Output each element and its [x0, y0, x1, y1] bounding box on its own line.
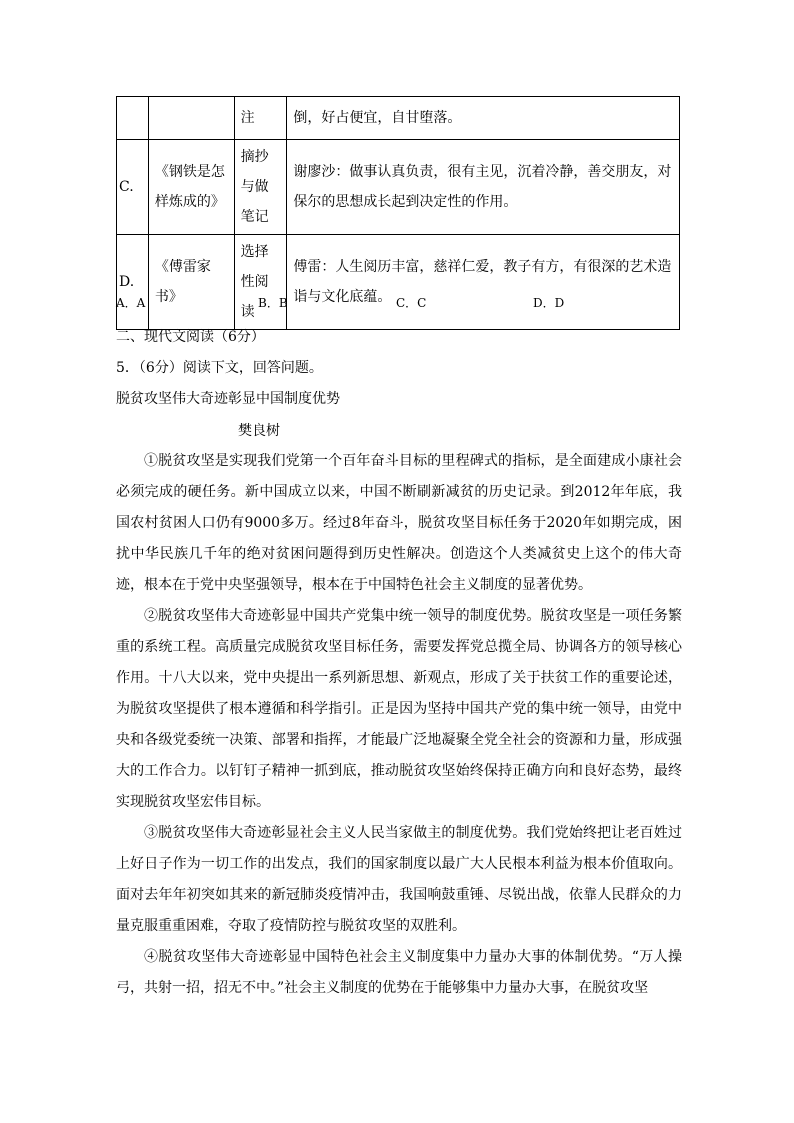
- character-description: 倒，好占便宜，自甘堕落。: [287, 97, 680, 140]
- option-c[interactable]: C．C: [396, 296, 427, 310]
- row-label: C.: [117, 140, 149, 235]
- reading-method: 选择性阅读: [234, 235, 287, 330]
- option-b[interactable]: B．B: [258, 296, 288, 310]
- article-paragraph-4: ④脱贫攻坚伟大奇迹彰显中国特色社会主义制度集中力量办大事的体制优势。“万人操弓，共射一招，招无不中。”社会主义制度的优势在于能够集中力量办大事，在脱贫攻坚: [116, 949, 682, 996]
- article-title: 脱贫攻坚伟大奇迹彰显中国制度优势: [116, 391, 340, 407]
- row-label: [117, 97, 149, 140]
- book-title: [148, 97, 234, 140]
- answer-options: [116, 294, 680, 316]
- article-paragraph-2: ②脱贫攻坚伟大奇迹彰显中国共产党集中统一领导的制度优势。脱贫攻坚是一项任务繁重的系统工程。高质量完成脱贫攻坚目标任务，需要发挥党总揽全局、协调各方的领导核心作用。十八大以来，党中央提出一系列新思想、新观点，形成了关于扶贫工作的重要论述，为脱贫攻坚提供了根本遵循和科学指引。正是因为坚持中国共产党的集中统一领导，由党中央和各级党委统一决策、部署和指挥，才能最广泛地凝聚全党全社会的资源和力量，形成强大的工作合力。以钉钉子精神一抓到底，推动脱贫攻坚始终保持正确方向和良好态势，最终实现脱贫攻坚宏伟目标。: [116, 608, 682, 810]
- option-d[interactable]: D．D: [533, 296, 565, 310]
- question-prompt: 5．（6分）阅读下文，回答问题。: [116, 360, 323, 376]
- article-paragraph-1: ①脱贫攻坚是实现我们党第一个百年奋斗目标的里程碑式的指标，是全面建成小康社会必须完成的硬任务。新中国成立以来，中国不断刷新减贫的历史记录。到2012年年底，我国农村贫困人口仍有9000多万。经过8年奋斗，脱贫攻坚目标任务于2020年如期完成，困扰中华民族几千年的绝对贫困问题得到历史性解决。创造这个人类减贫史上这个的伟大奇迹，根本在于党中央坚强领导，根本在于中国特色社会主义制度的显著优势。: [116, 453, 682, 593]
- book-title: 《钢铁是怎样炼成的》: [148, 140, 234, 235]
- book-title: 《傅雷家书》: [148, 235, 234, 330]
- row-label: D.: [117, 235, 149, 330]
- article-author: 樊良树: [238, 423, 280, 439]
- reading-method: 注: [234, 97, 287, 140]
- option-a[interactable]: A．A: [116, 296, 146, 310]
- character-description: 傅雷：人生阅历丰富，慈祥仁爱，教子有方，有很深的艺术造诣与文化底蕴。: [287, 235, 680, 330]
- character-description: 谢廖沙：做事认真负责，很有主见，沉着冷静，善交朋友，对保尔的思想成长起到决定性的作用。: [287, 140, 680, 235]
- reading-method: 摘抄与做笔记: [234, 140, 287, 235]
- table-row: [117, 140, 680, 235]
- section-title: 二、现代文阅读（6分）: [116, 329, 265, 345]
- table-row: [117, 97, 680, 140]
- article-paragraph-3: ③脱贫攻坚伟大奇迹彰显社会主义人民当家做主的制度优势。我们党始终把让老百姓过上好日子作为一切工作的出发点，我们的国家制度以最广大人民根本利益为根本价值取向。面对去年年初突如其来的新冠肺炎疫情冲击，我国响鼓重锤、尽锐出战，依靠人民群众的力量克服重重困难，夺取了疫情防控与脱贫攻坚的双胜利。: [116, 825, 682, 934]
